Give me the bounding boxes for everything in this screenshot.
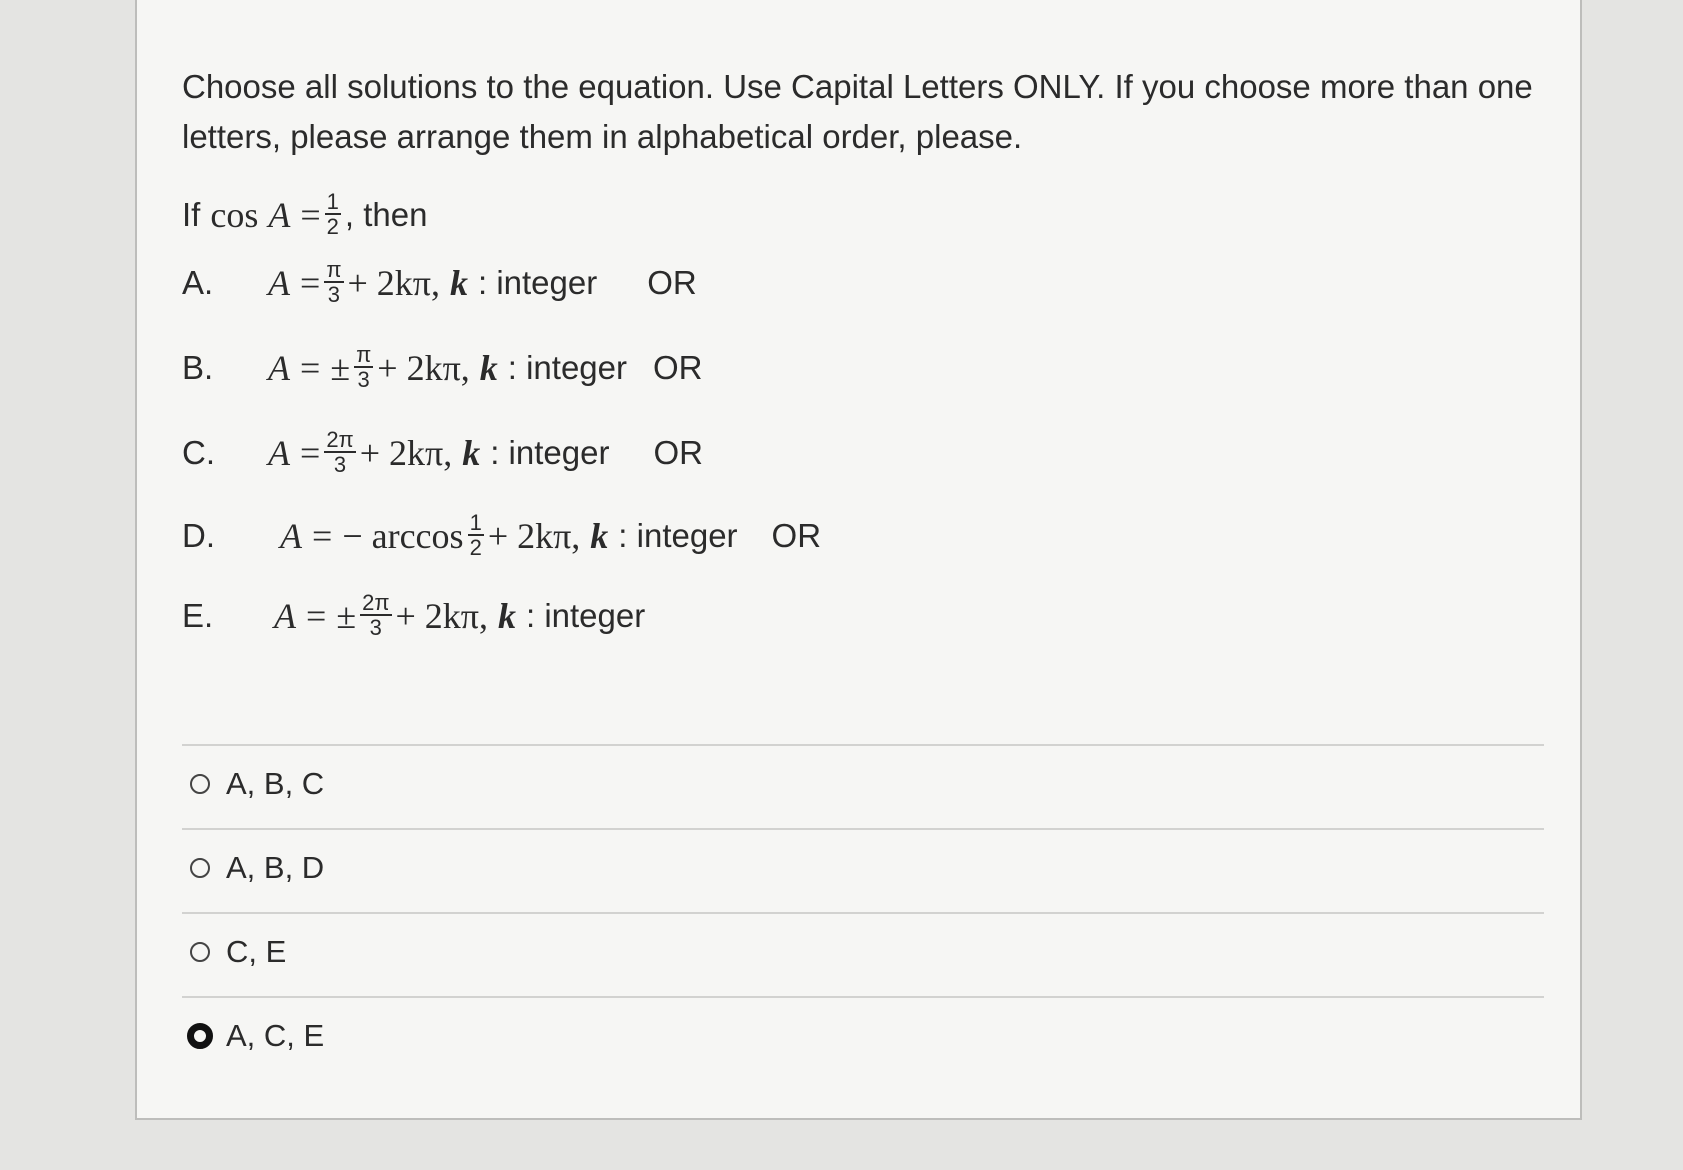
radio-button[interactable]	[190, 774, 210, 794]
option-fraction	[354, 344, 373, 392]
option-rest: + 2kπ,	[395, 596, 488, 636]
option-or: OR	[647, 264, 697, 301]
answer-choice-ace[interactable]	[190, 1014, 324, 1058]
option-c	[182, 425, 703, 481]
option-k: k	[497, 596, 516, 636]
option-e	[182, 588, 645, 644]
option-a	[182, 255, 697, 311]
option-rest: + 2kπ,	[487, 516, 581, 556]
option-rest: + 2kπ,	[377, 348, 470, 388]
option-lhs: A	[268, 433, 290, 473]
option-frac-den: 3	[327, 282, 341, 307]
option-or: OR	[653, 349, 703, 386]
option-fraction	[324, 259, 343, 307]
given-eq: =	[300, 195, 321, 235]
option-eq: =	[312, 516, 333, 556]
option-sign: ±	[336, 596, 357, 636]
given-equation	[182, 190, 427, 240]
option-frac-num: π	[356, 342, 372, 367]
option-lhs: A	[268, 348, 290, 388]
option-frac-den: 3	[333, 452, 347, 477]
given-denominator: 2	[326, 214, 339, 239]
given-numerator: 1	[326, 189, 339, 214]
radio-button[interactable]	[190, 942, 210, 962]
question-prompt: Choose all solutions to the equation. Use Capital Letters ONLY. If you choose more than one letters, please arrange them in alphabetical order, please.	[182, 68, 1533, 155]
option-eq: =	[306, 596, 327, 636]
option-rest: + 2kπ,	[359, 433, 453, 473]
option-frac-num: 1	[469, 510, 482, 535]
option-lhs: A	[274, 596, 296, 636]
given-prefix: If	[182, 196, 201, 233]
divider	[182, 744, 1544, 746]
divider	[182, 912, 1544, 914]
answer-choice-label: A, C, E	[226, 1018, 325, 1053]
radio-button[interactable]	[190, 858, 210, 878]
option-letter: B.	[182, 349, 214, 386]
option-frac-den: 3	[357, 367, 370, 392]
given-cos: cos	[210, 195, 259, 235]
answer-choice-abd[interactable]	[190, 846, 324, 890]
option-equation	[268, 259, 597, 307]
option-eq: =	[300, 348, 321, 388]
option-equation	[280, 512, 738, 560]
divider	[182, 996, 1544, 998]
option-sign: − arccos	[342, 516, 464, 556]
option-letter: C.	[182, 434, 215, 471]
divider	[182, 828, 1544, 830]
option-or: OR	[653, 434, 703, 471]
option-cond: : integer	[477, 264, 598, 301]
option-rest: + 2kπ,	[347, 263, 440, 303]
option-lhs: A	[280, 516, 302, 556]
option-equation	[268, 429, 609, 477]
option-frac-num: 2π	[326, 427, 354, 452]
option-k: k	[449, 263, 468, 303]
option-frac-num: π	[326, 257, 342, 282]
option-fraction	[324, 429, 355, 477]
answer-choice-abc[interactable]	[190, 762, 324, 806]
answer-choice-label: A, B, D	[226, 850, 325, 885]
option-or: OR	[771, 517, 822, 554]
radio-button-selected[interactable]	[187, 1023, 213, 1049]
option-lhs: A	[268, 263, 290, 303]
option-cond: : integer	[618, 517, 738, 554]
option-equation	[268, 344, 627, 392]
given-var: A	[268, 195, 291, 235]
option-k: k	[590, 516, 609, 556]
option-d	[182, 508, 821, 564]
option-cond: : integer	[507, 349, 627, 386]
option-frac-den: 2	[469, 535, 482, 560]
option-b	[182, 340, 703, 396]
option-fraction	[468, 512, 484, 560]
option-eq: =	[300, 433, 321, 473]
option-k: k	[479, 348, 498, 388]
option-letter: E.	[182, 597, 214, 634]
option-letter: D.	[182, 517, 215, 554]
option-cond: : integer	[490, 434, 610, 471]
option-cond: : integer	[525, 597, 646, 634]
answer-choice-label: A, B, C	[226, 766, 325, 801]
option-fraction	[360, 592, 391, 640]
given-suffix: , then	[344, 196, 428, 233]
answer-choice-label: C, E	[226, 934, 287, 969]
option-sign: ±	[330, 348, 351, 388]
given-fraction	[325, 191, 341, 239]
answer-choice-ce[interactable]	[190, 930, 286, 974]
option-eq: =	[300, 263, 321, 303]
option-letter: A.	[182, 264, 214, 301]
option-k: k	[462, 433, 481, 473]
option-frac-den: 3	[369, 615, 382, 640]
option-equation	[274, 592, 645, 640]
option-frac-num: 2π	[362, 590, 390, 615]
